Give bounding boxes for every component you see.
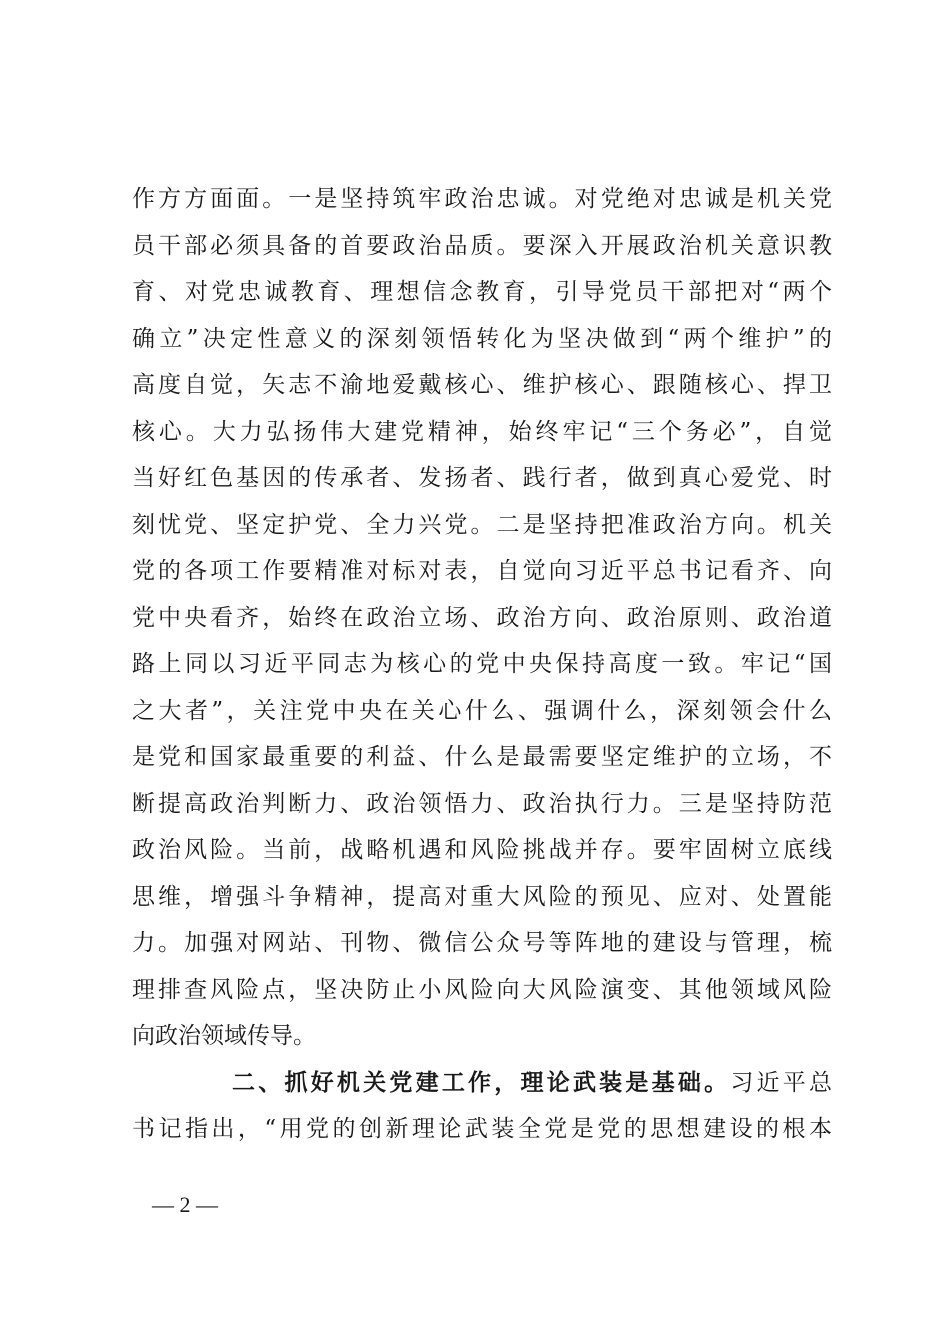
body-line-6: 核心。大力弘扬伟大建党精神，始终牢记“三个务必”，自觉 bbox=[132, 418, 832, 445]
body-line-2: 员干部必须具备的首要政治品质。要深入开展政治机关意识教 bbox=[132, 232, 832, 259]
body-line-18: 理排查风险点，坚决防止小风险向大风险演变、其他领域风险 bbox=[132, 976, 832, 1003]
body-line-14: 断提高政治判断力、政治领悟力、政治执行力。三是坚持防范 bbox=[132, 790, 832, 817]
body-line-1: 作方方面面。一是坚持筑牢政治忠诚。对党绝对忠诚是机关党 bbox=[132, 186, 832, 212]
body-line-9: 党的各项工作要精准对标对表，自觉向习近平总书记看齐、向 bbox=[132, 558, 832, 584]
body-line-12: 之大者”，关注党中央在关心什么、强调什么，深刻领会什么 bbox=[132, 697, 832, 724]
body-text bbox=[132, 176, 832, 1153]
body-line-17: 力。加强对网站、刊物、微信公众号等阵地的建设与管理，梳 bbox=[132, 930, 832, 956]
page-number: — 2 — bbox=[152, 1192, 218, 1217]
body-line-after-heading-1: 书记指出，“用党的创新理论武装全党是党的思想建设的根本 bbox=[132, 1116, 832, 1142]
body-line-15: 政治风险。当前，战略机遇和风险挑战并存。要牢固树立底线 bbox=[132, 837, 832, 863]
section-heading-continuation: 习近平总 bbox=[730, 1069, 832, 1096]
section-heading: 二、抓好机关党建工作，理论武装是基础。 bbox=[232, 1069, 731, 1096]
body-line-4: 确立”决定性意义的深刻领悟转化为坚决做到“两个维护”的 bbox=[132, 325, 832, 352]
body-line-8: 刻忧党、坚定护党、全力兴党。二是坚持把准政治方向。机关 bbox=[132, 511, 832, 538]
body-line-16: 思维，增强斗争精神，提高对重大风险的预见、应对、处置能 bbox=[132, 883, 832, 910]
body-line-3: 育、对党忠诚教育、理想信念教育，引导党员干部把对“两个 bbox=[132, 279, 832, 305]
body-line-10: 党中央看齐，始终在政治立场、政治方向、政治原则、政治道 bbox=[132, 604, 832, 631]
body-line-11: 路上同以习近平同志为核心的党中央保持高度一致。牢记“国 bbox=[132, 651, 832, 677]
body-line-13: 是党和国家最重要的利益、什么是最需要坚定维护的立场，不 bbox=[132, 744, 832, 770]
body-line-5: 高度自觉，矢志不渝地爱戴核心、维护核心、跟随核心、捍卫 bbox=[132, 372, 832, 398]
section-heading-line bbox=[132, 1060, 832, 1107]
body-line-7: 当好红色基因的传承者、发扬者、践行者，做到真心爱党、时 bbox=[132, 465, 832, 491]
body-line-19: 向政治领域传导。 bbox=[132, 1023, 316, 1049]
